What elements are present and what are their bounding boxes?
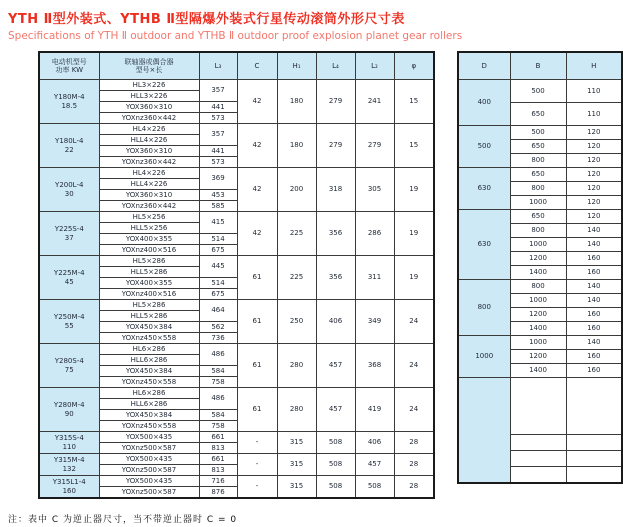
table-row [39,300,434,311]
h-cell: 120 [566,210,622,224]
table-row [39,432,434,443]
b-cell: 800 [510,224,566,238]
h1-cell: 180 [277,124,316,168]
phi-cell: 15 [394,80,434,124]
l3-cell: 486 [199,344,237,366]
page-title: YTH Ⅱ型外装式、YTHB Ⅱ型隔爆外装式行星传动滚筒外形尺寸表 [8,12,405,27]
b-cell: 1200 [510,252,566,266]
motor-model: Y315S-4 [54,434,84,443]
l3-cell: 453 [199,190,237,201]
table-row [39,344,434,355]
phi-cell: 15 [394,124,434,168]
h-cell: 140 [566,238,622,252]
coupling-cell: YOXnz450×558 [99,421,199,432]
d-cell: 500 [458,126,510,168]
l2-cell: 457 [355,454,394,476]
coupling-cell: YOXnz500×587 [99,443,199,454]
l2-cell: 349 [355,300,394,344]
coupling-cell: HLL4×226 [99,135,199,146]
coupling-cell: YOX360×310 [99,102,199,113]
table-row [458,80,622,103]
l3-cell: 661 [199,454,237,465]
b-cell [510,467,566,484]
motor-cell [39,80,99,124]
col-header-coupling-line2: 型号×长 [135,66,163,74]
b-cell: 800 [510,280,566,294]
h1-cell: 250 [277,300,316,344]
d-cell: 1000 [458,336,510,378]
coupling-cell: YOXnz450×558 [99,377,199,388]
motor-power: 160 [62,486,76,495]
phi-cell: 19 [394,256,434,300]
d-cell: 800 [458,280,510,336]
motor-model: Y280S-4 [54,357,84,366]
coupling-cell: HLL5×286 [99,311,199,322]
motor-model: Y200L-4 [55,181,84,190]
table-row [458,280,622,294]
col-header-d: D [458,52,510,80]
h1-cell: 180 [277,80,316,124]
motor-power: 22 [64,145,74,154]
coupling-cell: YOX400×355 [99,278,199,289]
motor-power: 132 [62,464,76,473]
l4-cell: 356 [316,212,355,256]
coupling-cell: HL5×286 [99,300,199,311]
motor-model: Y250M-4 [53,313,85,322]
d-cell: 400 [458,80,510,126]
l3-cell: 758 [199,377,237,388]
coupling-cell: YOXnz400×516 [99,289,199,300]
b-cell: 800 [510,154,566,168]
col-header-l3: L₃ [199,52,237,80]
phi-cell: 28 [394,476,434,499]
c-cell: 42 [237,168,277,212]
col-header-c: C [237,52,277,80]
c-cell: 42 [237,212,277,256]
l2-cell: 368 [355,344,394,388]
l2-cell: 311 [355,256,394,300]
h1-cell: 315 [277,454,316,476]
coupling-cell: HLL5×286 [99,267,199,278]
phi-cell: 19 [394,212,434,256]
h-cell: 140 [566,280,622,294]
right-table-header-row [458,52,622,80]
coupling-cell: YOXnz500×587 [99,465,199,476]
table-row [39,454,434,465]
coupling-cell: YOX450×384 [99,410,199,421]
motor-power: 75 [64,365,74,374]
motor-cell [39,476,99,499]
coupling-cell: HLL4×226 [99,179,199,190]
c-cell: 61 [237,344,277,388]
coupling-cell: HL5×256 [99,212,199,223]
l2-cell: 279 [355,124,394,168]
motor-cell [39,454,99,476]
phi-cell: 24 [394,388,434,432]
col-header-motor-line2: 功率 KW [55,66,83,74]
motor-power: 55 [64,321,74,330]
l3-cell: 585 [199,201,237,212]
motor-model: Y225S-4 [54,225,84,234]
motor-power: 30 [64,189,74,198]
c-cell: - [237,432,277,454]
h-cell: 160 [566,322,622,336]
l4-cell: 457 [316,388,355,432]
table-row [39,388,434,399]
col-header-h: H [566,52,622,80]
h-cell: 160 [566,350,622,364]
b-cell: 1000 [510,238,566,252]
b-cell: 650 [510,140,566,154]
h-cell: 110 [566,80,622,103]
l4-cell: 279 [316,80,355,124]
h1-cell: 280 [277,388,316,432]
l3-cell: 813 [199,443,237,454]
c-cell: 61 [237,256,277,300]
l3-cell: 716 [199,476,237,487]
h-cell [566,435,622,451]
motor-cell [39,388,99,432]
h1-cell: 225 [277,256,316,300]
h-cell: 140 [566,336,622,350]
motor-power: 90 [64,409,74,418]
coupling-cell: HLL5×256 [99,223,199,234]
coupling-cell: YOX500×435 [99,432,199,443]
h-cell: 140 [566,294,622,308]
coupling-cell: HL3×226 [99,80,199,91]
h-cell [566,378,622,435]
coupling-cell: HL6×286 [99,388,199,399]
b-cell [510,435,566,451]
table-row [39,476,434,487]
b-cell: 500 [510,80,566,103]
b-cell: 650 [510,168,566,182]
motor-model: Y225M-4 [53,269,85,278]
right-table-body [458,80,622,484]
b-cell: 1200 [510,308,566,322]
table-row [39,256,434,267]
l2-cell: 508 [355,476,394,499]
c-cell: 61 [237,300,277,344]
table-row [458,210,622,224]
tables-row [38,51,623,499]
l2-cell: 419 [355,388,394,432]
b-cell: 1400 [510,364,566,378]
l3-cell: 876 [199,487,237,499]
b-cell: 800 [510,182,566,196]
motor-model: Y315M-4 [53,456,85,465]
coupling-cell: YOXnz360×442 [99,157,199,168]
l4-cell: 406 [316,300,355,344]
b-cell: 1200 [510,350,566,364]
l4-cell: 318 [316,168,355,212]
coupling-cell: YOXnz360×442 [99,201,199,212]
motor-model: Y180L-4 [55,137,84,146]
c-cell: 61 [237,388,277,432]
phi-cell: 24 [394,300,434,344]
l3-cell: 441 [199,146,237,157]
l3-cell: 486 [199,388,237,410]
table-row [39,212,434,223]
h-cell: 120 [566,154,622,168]
l3-cell: 445 [199,256,237,278]
footnote: 注：表中 C 为逆止器尺寸，当不带逆止器时 C = 0 [8,515,238,525]
motor-power: 37 [64,233,74,242]
l2-cell: 286 [355,212,394,256]
motor-cell [39,124,99,168]
l4-cell: 508 [316,454,355,476]
b-cell: 1000 [510,294,566,308]
left-table-body [39,80,434,499]
phi-cell: 28 [394,432,434,454]
l3-cell: 584 [199,410,237,421]
motor-power: 45 [64,277,74,286]
motor-model: Y315L1-4 [52,478,86,487]
b-cell: 500 [510,126,566,140]
b-cell [510,451,566,467]
table-row [39,80,434,91]
d-cell: 630 [458,168,510,210]
h-cell: 120 [566,168,622,182]
l3-cell: 357 [199,124,237,146]
l3-cell: 661 [199,432,237,443]
l3-cell: 813 [199,465,237,476]
l2-cell: 406 [355,432,394,454]
l4-cell: 508 [316,476,355,499]
coupling-cell: YOX450×384 [99,366,199,377]
motor-cell [39,256,99,300]
h-cell: 120 [566,196,622,210]
coupling-cell: HLL3×226 [99,91,199,102]
l3-cell: 514 [199,234,237,245]
table-row [458,168,622,182]
h1-cell: 200 [277,168,316,212]
motor-model: Y180M-4 [53,93,85,102]
b-cell [510,378,566,435]
l4-cell: 457 [316,344,355,388]
d-cell: 630 [458,210,510,280]
c-cell: - [237,454,277,476]
table-row [458,378,622,435]
col-header-h1: H₁ [277,52,316,80]
l3-cell: 441 [199,102,237,113]
h1-cell: 315 [277,476,316,499]
coupling-cell: YOX400×355 [99,234,199,245]
l3-cell: 573 [199,113,237,124]
h-cell: 160 [566,364,622,378]
col-header-phi: φ [394,52,434,80]
table-row [39,124,434,135]
l3-cell: 584 [199,366,237,377]
drum-dimension-table [457,51,623,484]
b-cell: 650 [510,103,566,126]
col-header-l2: L₂ [355,52,394,80]
col-header-coupling-line1: 联轴器或偶合器 [124,57,174,66]
h-cell: 140 [566,224,622,238]
h-cell [566,467,622,484]
left-table-header-row [39,52,434,80]
h-cell: 120 [566,126,622,140]
l3-cell: 573 [199,157,237,168]
col-header-motor [39,52,99,80]
h-cell: 160 [566,266,622,280]
motor-cell [39,300,99,344]
coupling-cell: HLL6×286 [99,355,199,366]
col-header-l4: L₄ [316,52,355,80]
page-subtitle-english: Specifications of YTH Ⅱ outdoor and YTHB Ⅱ outdoor proof explosion planet gear rollers [8,30,463,42]
table-row [458,336,622,350]
coupling-cell: YOXnz500×587 [99,487,199,499]
b-cell: 1000 [510,336,566,350]
l3-cell: 758 [199,421,237,432]
l3-cell: 736 [199,333,237,344]
h-cell [566,451,622,467]
h1-cell: 315 [277,432,316,454]
l3-cell: 562 [199,322,237,333]
l3-cell: 357 [199,80,237,102]
motor-power: 18.5 [61,101,78,110]
l4-cell: 356 [316,256,355,300]
coupling-cell: YOX360×310 [99,190,199,201]
b-cell: 1400 [510,322,566,336]
col-header-motor-line1: 电动机型号 [51,57,87,66]
h-cell: 120 [566,140,622,154]
c-cell: 42 [237,124,277,168]
coupling-cell: YOXnz400×516 [99,245,199,256]
coupling-cell: YOX360×310 [99,146,199,157]
motor-coupling-spec-table [38,51,435,499]
l3-cell: 369 [199,168,237,190]
l3-cell: 675 [199,289,237,300]
b-cell: 650 [510,210,566,224]
coupling-cell: YOXnz360×442 [99,113,199,124]
coupling-cell: HL4×226 [99,168,199,179]
c-cell: - [237,476,277,499]
l4-cell: 279 [316,124,355,168]
coupling-cell: YOX450×384 [99,322,199,333]
coupling-cell: HL5×286 [99,256,199,267]
coupling-cell: YOXnz450×558 [99,333,199,344]
c-cell: 42 [237,80,277,124]
l3-cell: 415 [199,212,237,234]
l4-cell: 508 [316,432,355,454]
h-cell: 120 [566,182,622,196]
motor-cell [39,212,99,256]
phi-cell: 24 [394,344,434,388]
table-row [39,168,434,179]
table-row [458,126,622,140]
h-cell: 160 [566,252,622,266]
coupling-cell: YOX500×435 [99,476,199,487]
l3-cell: 464 [199,300,237,322]
phi-cell: 28 [394,454,434,476]
h-cell: 160 [566,308,622,322]
b-cell: 1000 [510,196,566,210]
coupling-cell: HL4×226 [99,124,199,135]
l3-cell: 514 [199,278,237,289]
motor-cell [39,344,99,388]
coupling-cell: HL6×286 [99,344,199,355]
h1-cell: 225 [277,212,316,256]
col-header-coupling [99,52,199,80]
b-cell: 1400 [510,266,566,280]
motor-cell [39,432,99,454]
motor-cell [39,168,99,212]
motor-power: 110 [62,442,76,451]
phi-cell: 19 [394,168,434,212]
motor-model: Y280M-4 [53,401,85,410]
l2-cell: 305 [355,168,394,212]
h-cell: 110 [566,103,622,126]
col-header-b: B [510,52,566,80]
l2-cell: 241 [355,80,394,124]
coupling-cell: YOX500×435 [99,454,199,465]
d-cell [458,378,510,484]
l3-cell: 675 [199,245,237,256]
coupling-cell: HLL6×286 [99,399,199,410]
h1-cell: 280 [277,344,316,388]
